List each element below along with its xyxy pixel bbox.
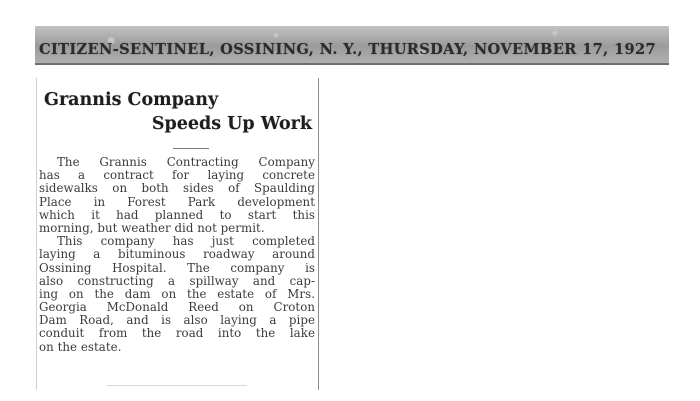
body-line: Georgia McDonald Reed on Croton — [39, 300, 315, 315]
body-line: conduit from the road into the lake — [39, 326, 315, 341]
body-line: sidewalks on both sides of Spaulding — [39, 181, 315, 196]
body-line: on the estate. — [39, 339, 122, 354]
newspaper-masthead — [35, 26, 669, 65]
headline-line-2: Speeds Up Work — [151, 114, 312, 134]
article-body — [39, 156, 315, 354]
column-bottom-rule — [107, 385, 247, 386]
body-line: has a contract for laying concrete — [39, 168, 315, 183]
body-line: Dam Road, and is also laying a pipe — [39, 313, 315, 328]
body-line: laying a bituminous roadway around — [39, 247, 315, 262]
news-article — [36, 78, 319, 390]
body-line: which it had planned to start this — [39, 207, 315, 222]
headline-line-1: Grannis Company — [44, 90, 219, 110]
article-headline — [40, 88, 314, 136]
headline-divider — [173, 148, 209, 149]
body-line: morning, but weather did not permit. — [39, 220, 265, 235]
masthead-dateline: CITIZEN-SENTINEL, OSSINING, N. Y., THURSDAY, NOVEMBER 17, 1927 — [39, 41, 656, 58]
body-line: ing on the dam on the estate of Mrs. — [39, 286, 315, 301]
body-line: Ossining Hospital. The company is — [39, 260, 315, 275]
body-line: Place in Forest Park development — [39, 194, 315, 209]
body-line: This company has just completed — [57, 234, 315, 249]
body-line: also constructing a spillway and cap- — [39, 273, 315, 288]
body-line: The Grannis Contracting Company — [57, 155, 315, 169]
